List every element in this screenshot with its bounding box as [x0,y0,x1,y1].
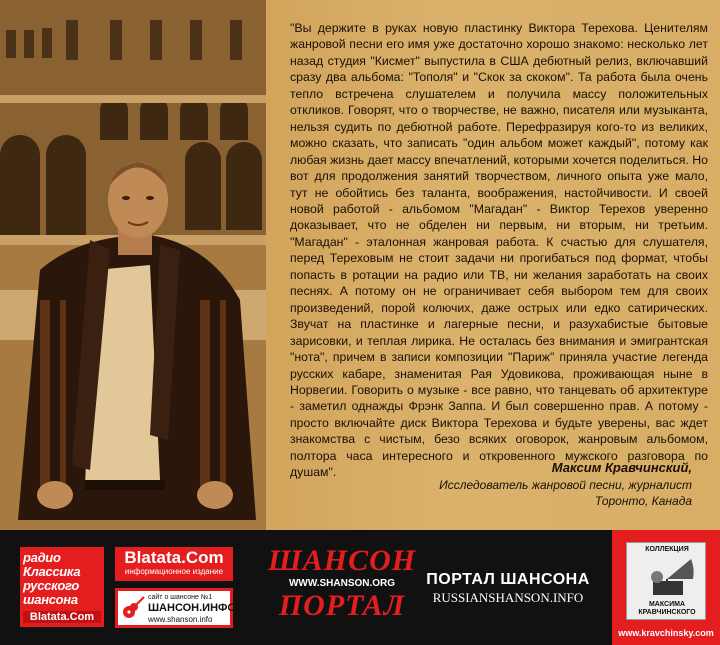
collection-name: МАКСИМА КРАВЧИНСКОГО [638,601,696,616]
radio-logo-line2: Классика [23,564,81,579]
shanson-info-logo [115,588,236,628]
author-role: Исследователь жанровой песни, журналист [439,478,692,492]
shanson-portal-top: ШАНСОН [268,544,417,577]
collection-site: www.kravchinsky.com [618,628,714,638]
artist-photo-image [0,0,266,530]
review-text: "Вы держите в руках новую пластинку Виктора Терехова. Ценителям жанровой песни его имя уже достаточно хорошо знакомо: несколько лет назад студия "Кисмет" выпустила в США дебютный релиз, включавший сразу два альбома: "Тополя" и "Скок за скоком". Та работа была очень тепло встречена слушателем и получила массу положительных откликов. Говорят, что о творчестве, не важно, писателя или музыканта, нельзя судить по дебютной работе. Перефразируя кого-то из великих, можно сказать, что записать "один альбом может каждый", потому как любая жизнь дает массу впечатлений, которыми хочется поделиться. Но вот для продолжения занятий творчеством, личного опыта уже мало, тут не обойтись без таланта, воображения, настойчивости. И своей новой работой - альбомом "Магадан" - Виктор Терехов уверенно доказывает, что не обделен ни первым, ни вторым, ни третьим. "Магадан" - эталонная жанровая работа. К счастью для слушателя, перед Тереховым не стоит задачи ни прогибаться под формат, чтобы попасть в ротации на радио или ТВ, ни желания заработать на своих песнях. А потому он не ограничивает себя выбором тем для своих произведений, порой колючих, даже острых или едко сатирических. Звучат на пластинке и лагерные песни, и разухабистые бытовые зарисовки, и теплая лирика. Не осталась без внимания и эмигрантская "нота", причем в записи композиции "Париж" приняла участие легенда русских кабаре, знаменитая Рая Удовикова, проживающая ныне в Норвегии. Говорить о музыке - все равно, что танцевать об архитектуре - заметил однажды Фрэнк Заппа. И был совершенно прав. А потому - просто включайте диск Виктора Терехова и будьте уверены, вас ждет знакомства с чистым, безо всяких оговорок, жанровым альбомом, полтора часа интересного и откровенного мужского разговора по душам". [290,21,708,480]
portal-title: ПОРТАЛ ШАНСОНА [426,571,590,588]
radio-logo-line1: радио [23,550,61,565]
radio-logo-line4: шансона [23,592,78,607]
blatata-logo [115,547,233,581]
shanson-info-tagline: сайт о шансоне №1 [148,594,213,601]
shanson-info-site: www.shanson.info [148,615,213,624]
review-signature [439,459,692,509]
collection-label: КОЛЛЕКЦИЯ [645,546,689,553]
author-city: Торонто, Канада [594,494,692,508]
collection-badge [626,542,706,620]
radio-classic-shanson-logo [20,547,104,627]
shanson-portal-url: WWW.SHANSON.ORG [288,578,396,589]
author-name: Максим Кравчинский, [551,460,692,475]
logos-banner [0,530,720,645]
review-panel [266,0,720,530]
radio-logo-line3: русского [23,578,79,593]
guitar-icon [120,595,146,621]
shanson-portal-logo [268,545,416,631]
artist-photo [0,0,266,530]
gramophone-icon [637,555,697,601]
blatata-title: Blatata.Com [124,548,224,567]
shanson-portal-bottom: ПОРТАЛ [278,589,406,622]
russian-shanson-portal-logo [420,570,596,606]
shanson-info-name: ШАНСОН.ИНФО [148,602,236,614]
radio-logo-site: Blatata.Com [23,611,101,623]
portal-site: RUSSIANSHANSON.INFO [432,590,584,605]
kravchinsky-collection-logo [612,530,720,645]
blatata-subtitle: информационное издание [124,567,224,576]
